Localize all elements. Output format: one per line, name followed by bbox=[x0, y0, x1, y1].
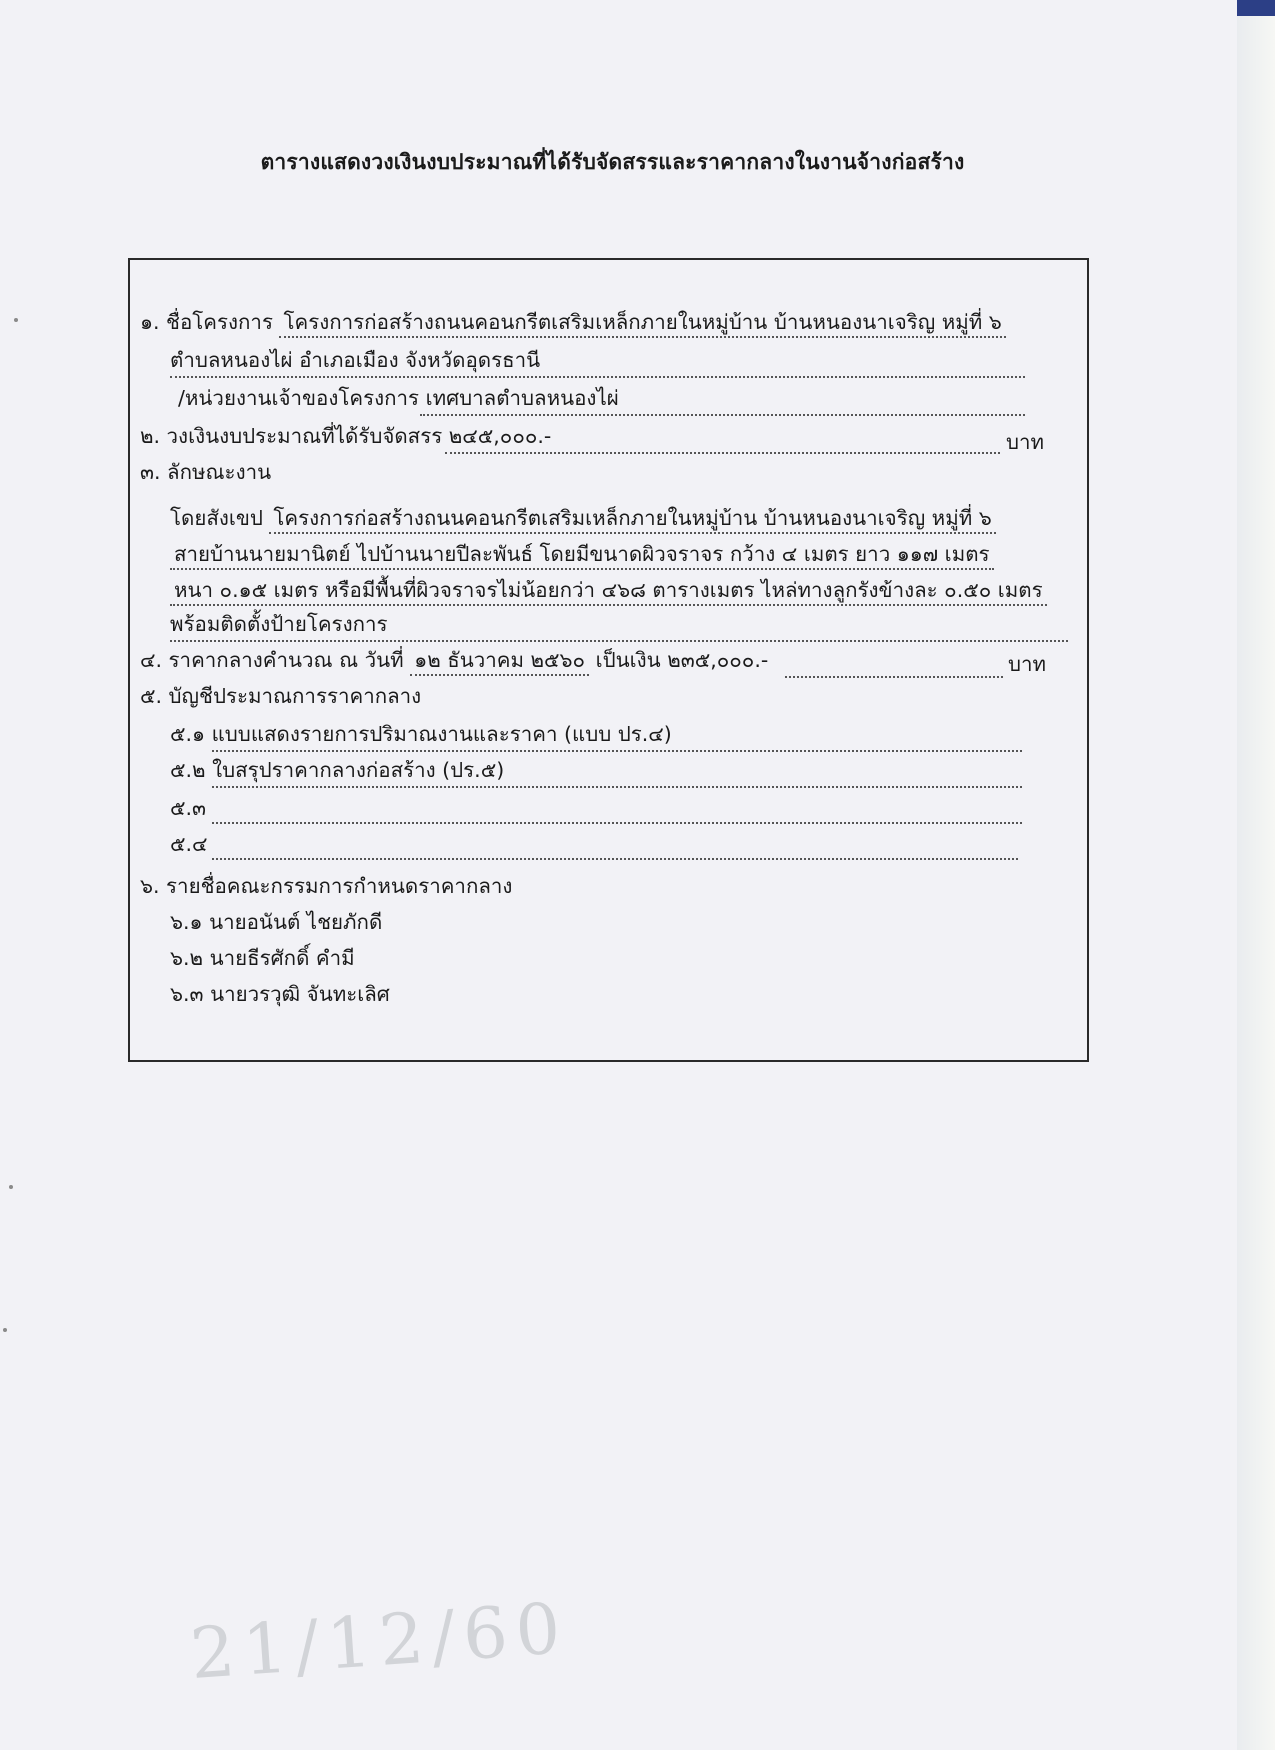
work-row-3 bbox=[170, 576, 1047, 604]
scan-speck bbox=[14, 318, 18, 322]
scan-edge-corner bbox=[1237, 0, 1275, 16]
estimate-item-text: แบบแสดงรายการปริมาณงานและราคา (แบบ ปร.๔) bbox=[211, 722, 672, 746]
project-name-line2: ตำบลหนองไผ่ อำเภอเมือง จังหวัดอุดรธานี bbox=[170, 348, 541, 372]
work-line-3: หนา ๐.๑๕ เมตร หรือมีพื้นที่ผิวจราจรไม่น้อยกว่า ๔๖๘ ตารางเมตร ไหล่ทางลูกรังข้างละ ๐.๕๐ เมตร bbox=[170, 578, 1047, 606]
median-price-amount-label: เป็นเงิน bbox=[595, 648, 661, 672]
estimate-item bbox=[170, 830, 208, 858]
work-row-4 bbox=[170, 610, 388, 638]
work-row-1 bbox=[170, 504, 996, 532]
project-row-2 bbox=[170, 346, 540, 374]
estimate-item bbox=[170, 794, 206, 822]
estimate-item bbox=[170, 756, 504, 784]
info-box bbox=[128, 258, 1089, 1062]
work-label: ๓. ลักษณะงาน bbox=[140, 460, 272, 484]
budget-label: ๒. วงเงินงบประมาณที่ได้รับจัดสรร bbox=[140, 424, 443, 448]
work-line-1: โครงการก่อสร้างถนนคอนกรีตเสริมเหล็กภายในหมู่บ้าน บ้านหนองนาเจริญ หมู่ที่ ๖ bbox=[269, 506, 995, 534]
estimate-item-no: ๕.๒ bbox=[170, 758, 206, 782]
document-title: ตารางแสดงวงเงินงบประมาณที่ได้รับจัดสรรและราคากลางในงานจ้างก่อสร้าง bbox=[260, 150, 965, 174]
median-price-amount: ๒๓๕,๐๐๐.- bbox=[667, 648, 769, 672]
owner-value: เทศบาลตำบลหนองไผ่ bbox=[425, 386, 619, 410]
dotted-line bbox=[212, 858, 1018, 860]
dotted-line bbox=[445, 452, 1000, 454]
budget-value: ๒๔๕,๐๐๐.- bbox=[448, 424, 552, 448]
estimate-item-no: ๕.๑ bbox=[170, 722, 206, 746]
estimate-item bbox=[170, 720, 672, 748]
scan-speck bbox=[9, 1185, 13, 1189]
work-row-2 bbox=[170, 540, 994, 568]
committee-member-name: นายอนันต์ ไชยภักดี bbox=[209, 910, 383, 934]
committee-member-name: นายธีรศักดิ์ คำมี bbox=[209, 946, 355, 970]
estimates-label: ๕. บัญชีประมาณการราคากลาง bbox=[140, 684, 422, 708]
work-summary-label: โดยสังเขป bbox=[170, 506, 263, 530]
median-price-unit: บาท bbox=[1008, 652, 1047, 676]
scan-edge bbox=[1237, 0, 1275, 1750]
dotted-line bbox=[785, 676, 1003, 678]
median-price-date: ๑๒ ธันวาคม ๒๕๖๐ bbox=[410, 648, 589, 676]
committee-member-no: ๖.๒ bbox=[170, 946, 204, 970]
project-label: ๑. ชื่อโครงการ bbox=[140, 310, 273, 334]
work-line-2: สายบ้านนายมานิตย์ ไปบ้านนายปีละพันธ์ โดยมีขนาดผิวจราจร กว้าง ๔ เมตร ยาว ๑๑๗ เมตร bbox=[170, 542, 994, 570]
dotted-line bbox=[170, 376, 1025, 378]
dotted-line bbox=[170, 640, 1068, 642]
owner-label: /หน่วยงานเจ้าของโครงการ bbox=[178, 386, 420, 410]
committee-member bbox=[170, 980, 390, 1008]
committee-label: ๖. รายชื่อคณะกรรมการกำหนดราคากลาง bbox=[140, 874, 513, 898]
project-row bbox=[140, 308, 1006, 336]
committee-member bbox=[170, 908, 382, 936]
dotted-line bbox=[212, 786, 1022, 788]
estimate-item-no: ๕.๔ bbox=[170, 832, 208, 856]
committee-member-name: นายวรวุฒิ จันทะเลิศ bbox=[210, 982, 390, 1006]
median-price-row bbox=[140, 646, 768, 674]
committee-member-no: ๖.๑ bbox=[170, 910, 203, 934]
owner-row bbox=[178, 384, 619, 412]
scan-speck bbox=[3, 1328, 7, 1332]
budget-row bbox=[140, 422, 551, 450]
median-price-label: ๔. ราคากลางคำนวณ ณ วันที่ bbox=[140, 648, 404, 672]
dotted-line bbox=[212, 822, 1022, 824]
dotted-line bbox=[212, 750, 1022, 752]
project-name-line1: โครงการก่อสร้างถนนคอนกรีตเสริมเหล็กภายในหมู่บ้าน บ้านหนองนาเจริญ หมู่ที่ ๖ bbox=[279, 310, 1005, 338]
dotted-line bbox=[420, 414, 1025, 416]
committee-member-no: ๖.๓ bbox=[170, 982, 204, 1006]
estimate-item-no: ๕.๓ bbox=[170, 796, 207, 820]
handwritten-date-note: 21/12/60 bbox=[187, 1586, 571, 1696]
estimate-item-text: ใบสรุปราคากลางก่อสร้าง (ปร.๕) bbox=[212, 758, 505, 782]
work-line-4: พร้อมติดตั้งป้ายโครงการ bbox=[170, 612, 388, 636]
committee-member bbox=[170, 944, 355, 972]
budget-unit: บาท bbox=[1006, 430, 1045, 454]
